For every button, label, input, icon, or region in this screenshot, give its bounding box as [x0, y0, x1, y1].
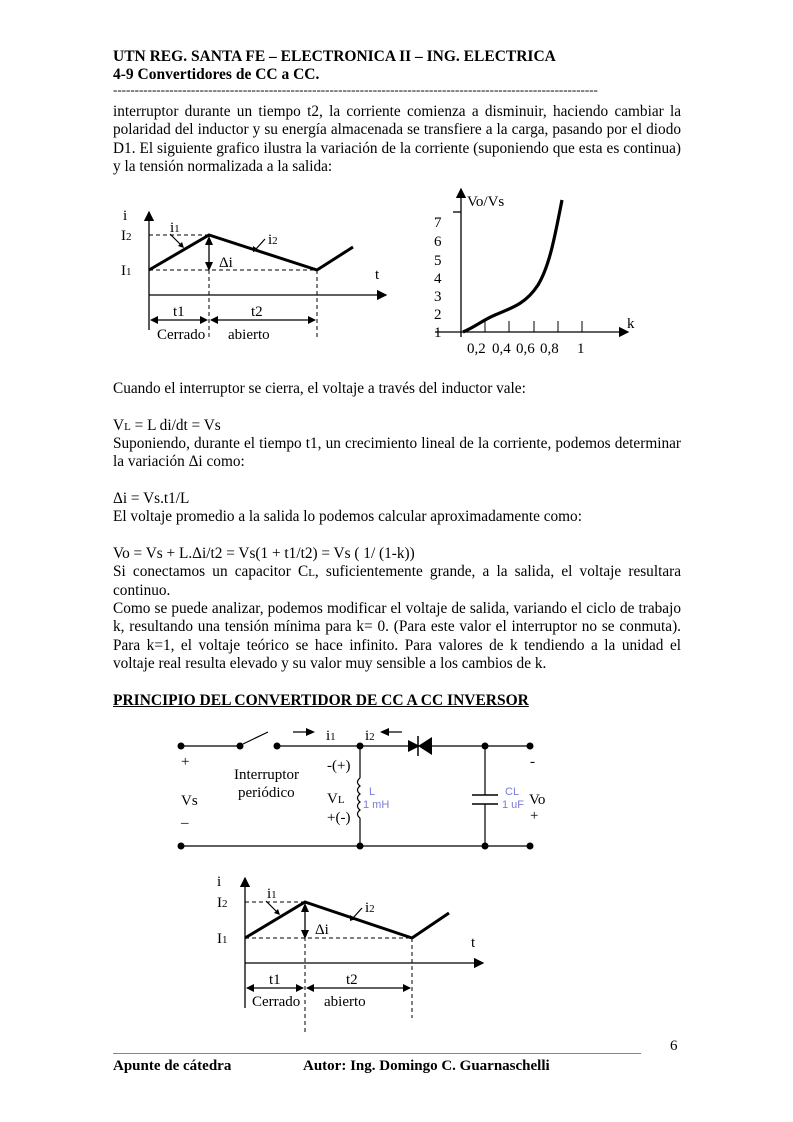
- inductor-bottom-polarity: +(-): [327, 810, 351, 826]
- footer-rule: [113, 1053, 641, 1054]
- inductor-name: L: [369, 786, 376, 798]
- header-title: UTN REG. SANTA FE – ELECTRONICA II – ING. ELECTRICA: [113, 48, 556, 65]
- header-separator: ----------------------------------------------------------------------------------------------------------------: [113, 84, 598, 96]
- y-tick: 5: [434, 253, 442, 269]
- level-low-label: I1: [217, 931, 228, 947]
- equation-delta-i: Δi = Vs.t1/L: [113, 490, 190, 507]
- switch-icon: [243, 732, 268, 744]
- x-tick: 0,4: [492, 341, 511, 357]
- section-title: PRINCIPIO DEL CONVERTIDOR DE CC A CC INVERSOR: [113, 692, 529, 709]
- x-tick: 0,2: [467, 341, 486, 357]
- inductor-icon: [358, 778, 361, 818]
- level-low-label: I1: [121, 263, 132, 279]
- delta-i-label: Δi: [315, 922, 329, 938]
- state-open-label: abierto: [228, 327, 270, 343]
- gain-x-label: k: [627, 316, 635, 332]
- gain-y-label: Vo/Vs: [467, 194, 505, 210]
- current-waveform-figure-2: [200, 868, 500, 1038]
- falling-current-label: i2: [365, 900, 375, 916]
- analysis-paragraph: Como se puede analizar, podemos modificar el voltaje de salida, variando el ciclo de trabajo k, resultando una tensión mínima para k= 0. (Para este valor el interruptor no se conmuta). Para k=1, el voltaje teórico se hace infinito. Para valores de k tendiendo a la unidad el voltaje real resulta elevado y su valor muy sensible a los cambios de k.: [113, 600, 681, 673]
- interval1-label: t1: [173, 304, 185, 320]
- state-closed-label: Cerrado: [157, 327, 206, 343]
- x-tick: 0,8: [540, 341, 559, 357]
- y-tick: 2: [434, 307, 442, 323]
- inductor-voltage-label: VL: [327, 791, 345, 807]
- capacitor-text: Si conectamos un capacitor CL, suficientemente grande, a la salida, el voltaje resultara continuo.: [113, 563, 682, 600]
- y-tick: 6: [434, 234, 442, 250]
- input-minus: –: [181, 815, 189, 831]
- inductor-value: 1 mH: [363, 799, 390, 811]
- avg-voltage-text: El voltaje promedio a la salida lo podemos calcular aproximadamente como:: [113, 508, 582, 525]
- state-open-label: abierto: [324, 994, 366, 1010]
- diode-icon: [408, 736, 432, 756]
- switch-label-line1: Interruptor: [234, 767, 299, 783]
- footer-author: Autor: Ing. Domingo C. Guarnaschelli: [303, 1058, 550, 1074]
- i1-label: i1: [326, 728, 336, 744]
- capacitor-value: 1 uF: [502, 799, 525, 811]
- y-tick: 3: [434, 289, 442, 305]
- equation-vo: Vo = Vs + L.Δi/t2 = Vs(1 + t1/t2) = Vs ( 1/ (1-k)): [113, 545, 415, 562]
- y-axis-label: i: [123, 208, 128, 224]
- rising-current-label: i1: [267, 886, 277, 902]
- falling-current-label: i2: [268, 232, 278, 248]
- current-waveform-figure: [110, 190, 410, 350]
- y-tick: 1: [434, 325, 442, 341]
- y-tick: 7: [434, 215, 442, 231]
- y-tick: 4: [434, 271, 442, 287]
- switch-label-line2: periódico: [238, 785, 295, 801]
- output-voltage-label: Vo: [529, 792, 546, 808]
- equation-vl: VL = L di/dt = Vs: [113, 417, 221, 434]
- y-axis-label: i: [217, 874, 222, 890]
- footer-course-notes: Apunte de cátedra: [113, 1058, 232, 1074]
- interval2-label: t2: [346, 972, 358, 988]
- gain-chart: [425, 185, 655, 365]
- intro-paragraph: interruptor durante un tiempo t2, la corriente comienza a disminuir, haciendo cambiar la polaridad del inductor y su energía almacenada se transfiere a la carga, pasando por el diodo D1. El siguiente grafico ilustra la variación de la corriente (suponiendo que esta es continua) y la tensión normalizada a la salida:: [113, 103, 681, 176]
- interval1-label: t1: [269, 972, 281, 988]
- capacitor-name: CL: [505, 786, 520, 798]
- x-axis-label: t: [471, 935, 476, 951]
- header-subtitle: 4-9 Convertidores de CC a CC.: [113, 66, 320, 83]
- delta-i-label: Δi: [219, 255, 233, 271]
- inductor-top-polarity: -(+): [327, 758, 351, 774]
- linear-growth-text: Suponiendo, durante el tiempo t1, un crecimiento lineal de la corriente, podemos determinar la variación Δi como:: [113, 435, 681, 471]
- rising-current-label: i1: [170, 220, 180, 236]
- level-high-label: I2: [217, 895, 228, 911]
- inverter-circuit-diagram: [170, 720, 560, 855]
- level-high-label: I2: [121, 228, 132, 244]
- input-voltage-label: Vs: [181, 793, 198, 809]
- x-tick: 1: [577, 341, 585, 357]
- output-plus: +: [530, 808, 539, 824]
- interval2-label: t2: [251, 304, 263, 320]
- x-axis-label: t: [375, 267, 380, 283]
- page-number: 6: [670, 1038, 678, 1054]
- closed-switch-text: Cuando el interruptor se cierra, el voltaje a través del inductor vale:: [113, 380, 526, 397]
- input-plus: +: [181, 754, 190, 770]
- output-minus: -: [530, 754, 535, 770]
- i2-label: i2: [365, 728, 375, 744]
- x-tick: 0,6: [516, 341, 535, 357]
- state-closed-label: Cerrado: [252, 994, 301, 1010]
